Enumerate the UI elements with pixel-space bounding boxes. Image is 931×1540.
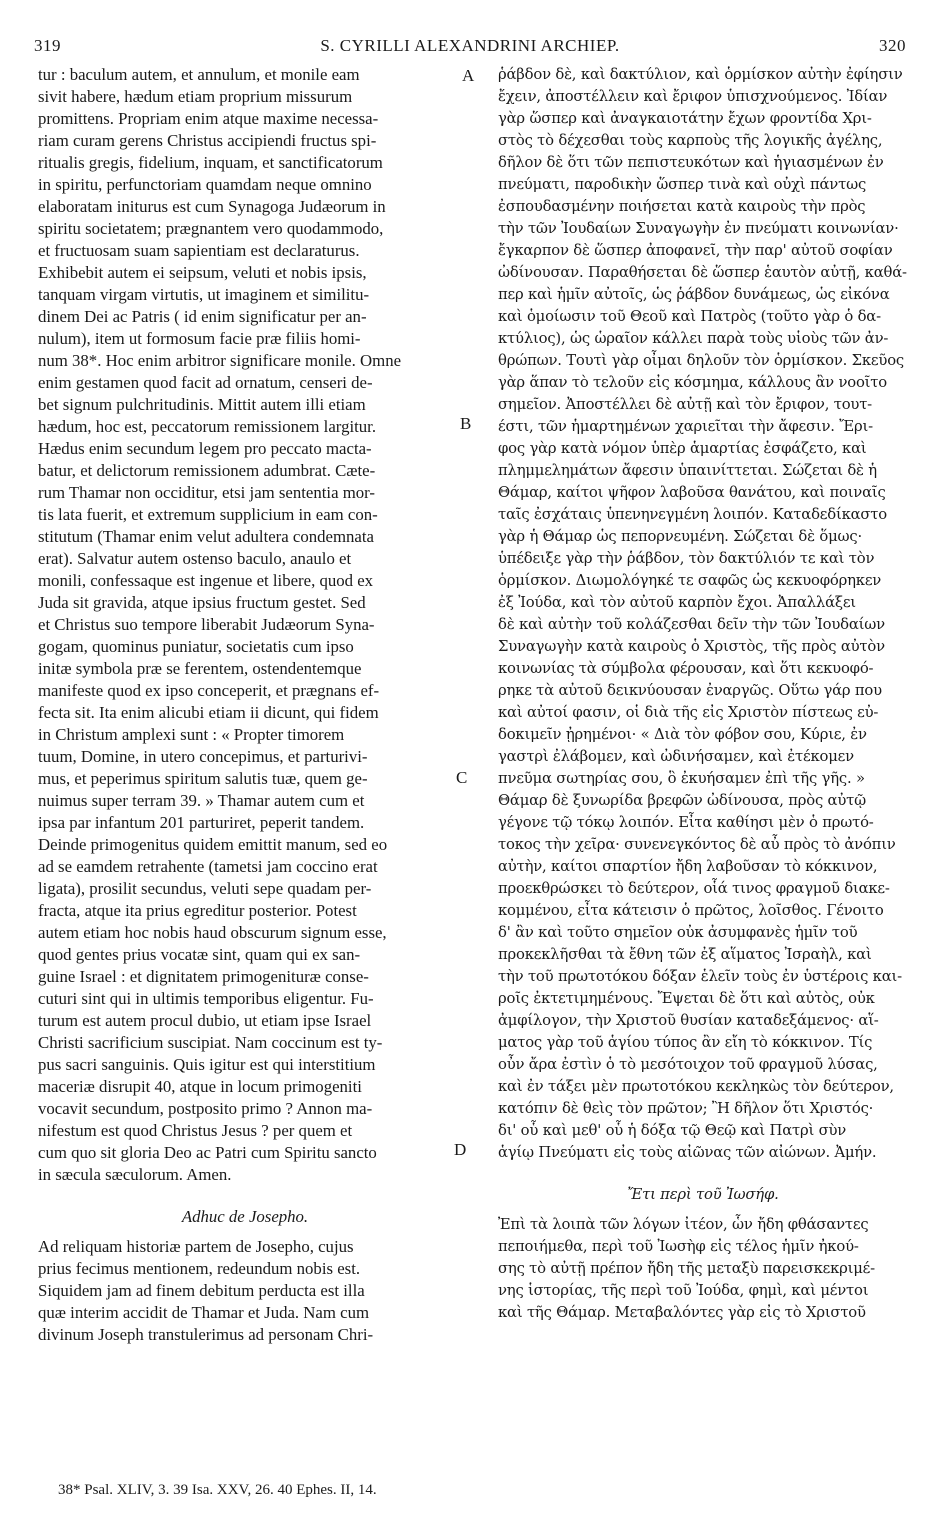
text-line: nifestum est quod Christus Jesus ? per quem et [38,1121,353,1140]
text-line: ροῖς ἐκτετιμημένους. Ἔψεται δὲ ὅτι καὶ αὐτὸς, οὐκ [498,990,875,1007]
text-line: γὰρ ἅπαν τὸ τελοῦν εἰς κόσμημα, κάλλους ἂν νοοῖτο [498,374,887,391]
text-line: Siquidem jam ad finem debitum perducta est illa [38,1281,365,1300]
text-line: ὁρμίσκον. Διωμολόγηκέ τε σαφῶς ὡς κεκυοφόρηκεν [498,572,882,589]
right-page-number: 320 [879,36,906,55]
section-spacer [498,1206,908,1214]
text-line: ἔχειν, ἀποστέλλειν καὶ ἔριφον ὑπισχνούμενος. Ἰδίαν [498,88,888,105]
section-title: Adhuc de Josepho. [181,1207,309,1226]
text-line: fracta, atque ita prius egreditur posterior. Potest [38,901,357,920]
text-line: cuturi sint qui in ultimis temporibus eligentur. Fu- [38,989,374,1008]
section-marker-b: B [460,414,472,433]
text-line: δῆλον δὲ ὅτι τῶν πεπιστευκότων καὶ ἡγιασμένων ἐν [498,154,884,171]
text-line: Deinde primogenitus quidem emittit manum, sed eo [38,835,388,854]
greek-column [498,64,908,1324]
text-line: ἐξ Ἰούδα, καὶ τὸν αὐτοῦ καρπὸν ἔχοι. Ἀπαλλάξει [498,594,856,611]
running-header [34,36,906,62]
text-line: πεποιήμεθα, περὶ τοῦ Ἰωσὴφ εἰς τέλος ἡμῖν ἠκού- [498,1238,859,1255]
text-line: nuimus super terram 39. » Thamar autem cum et [38,791,365,810]
text-line: Exhibebit autem ei seipsum, veluti et nobis ipsis, [38,263,367,282]
text-line: tuum, Domine, in utero concepimus, et parturivi- [38,747,368,766]
text-line: gogam, quominus puniatur, societatis cum ipso [38,637,354,656]
text-line: stitutum (Thamar enim velut adultera condemnata [38,527,374,546]
text-line: καὶ ἐν τάξει μὲν πρωτοτόκου κεκληκὼς τὸν δεύτερον, [498,1078,894,1095]
text-line: manifeste quod ex ipso conceperit, et prægnans ef- [38,681,380,700]
text-line: batur, et delictorum remissionem adumbrat. Cæte- [38,461,376,480]
text-line: Juda sit gravida, atque ipsius fructum gestet. Sed [38,593,366,612]
text-line: πνεύματι, παροδικὴν ὥσπερ τινὰ καὶ οὐχὶ πάντως [498,176,867,193]
text-line: Hædus enim secundum legem pro peccato macta- [38,439,372,458]
left-page-number: 319 [34,36,61,55]
text-line: tanquam virgam virtutis, ut imaginem et similitu- [38,285,370,304]
page-title: S. CYRILLI ALEXANDRINI ARCHIEP. [320,36,620,55]
section-marker-d: D [454,1140,467,1159]
text-line: ὑπέδειξε γὰρ τὴν ῥάβδον, τὸν δακτύλιόν τε καὶ τὸν [498,550,875,567]
text-line: promittens. Propriam enim atque maxime necessa- [38,109,379,128]
text-line: prius fecimus mentionem, redeundum nobis est. [38,1259,361,1278]
text-line: Θάμαρ δὲ ξυνωρίδα βρεφῶν ὠδίνουσα, πρὸς αὐτῷ [498,792,866,809]
text-line: in Christum amplexi sunt : « Propter timorem [38,725,345,744]
text-line: δι' οὗ καὶ μεθ' οὗ ἡ δόξα τῷ Θεῷ καὶ Πατρὶ σὺν [498,1122,847,1139]
text-line: initæ symbola præ se ferentem, ostendentemque [38,659,362,678]
text-line: tis lata fuerit, et extremum supplicium in eam con- [38,505,378,524]
text-line: αὐτὴν, καίτοι σπαρτίον ἤδη λαβοῦσαν τὸ κόκκινον, [498,858,878,875]
text-line: sivit habere, hædum etiam proprium missurum [38,87,353,106]
text-line: nulum), item ut formosum facie præ filiis homi- [38,329,361,348]
text-line: σης τὸ αὐτῇ πρέπον ἤδη τῆς μεταξὺ παρεισκεκριμέ- [498,1260,875,1277]
text-line: φος γὰρ κατὰ νόμον ὑπὲρ ἁμαρτίας ἐσφάζετο, καὶ [498,440,867,457]
text-line: θρώπων. Τουτὶ γὰρ οἶμαι δηλοῦν τὸν ὁρμίσκον. Σκεῦος [498,352,904,369]
text-line: enim gestamen quod facit ad ornatum, censeri de- [38,373,373,392]
text-line: pus sacri sanguinis. Quis igitur est qui interstitium [38,1055,376,1074]
latin-column [38,64,452,1346]
text-line: dinem Dei ac Patris ( id enim significatur per an- [38,307,367,326]
text-line: ρηκε τὰ αὐτοῦ δεικνύουσαν ἐναργῶς. Οὕτω γάρ που [498,682,882,699]
text-line: ματος γὰρ τοῦ ἁγίου τύπος ἂν εἴη τὸ κόκκινον. Τίς [498,1034,873,1051]
section-title: Ἔτι περὶ τοῦ Ἰωσήφ. [627,1186,779,1203]
text-line: γαστρὶ ἐλάβομεν, καὶ ὠδινήσαμεν, καὶ ἐτέκομεν [498,748,854,765]
text-line: καὶ αὐτοί φασιν, οἱ διὰ τῆς εἰς Χριστὸν πίστεως εὐ- [498,704,879,721]
section-marker-a: A [462,66,475,85]
text-line: ἐσπουδασμένην ποιήσεται κατὰ καιροὺς τὴν πρὸς [498,198,866,215]
text-line: οὖν ἄρα ἐστὶν ὁ τὸ μεσότοιχον τοῦ φραγμοῦ λύσας, [498,1056,878,1073]
text-line: ἀμφίλογον, τὴν Χριστοῦ θυσίαν καταδεξάμενος· αἵ- [498,1012,879,1029]
text-line: maceriæ disrupit 40, atque in locum primogeniti [38,1077,362,1096]
section-spacer [38,1186,452,1206]
text-line: monili, confessaque est ingenue et libere, quod ex [38,571,374,590]
text-line: ipsa par infantum 201 parturiret, peperit tandem. [38,813,365,832]
text-line: τοκος τὴν χεῖρα· συνενεγκόντος δὲ αὖ πρὸς τὸ ἀνόπιν [498,836,896,853]
text-line: Συναγωγὴν κατὰ καιροὺς ὁ Χριστὸς, τῆς πρὸς αὐτὸν [498,638,885,655]
text-line: autem etiam hoc nobis haud obscurum signum esse, [38,923,387,942]
text-line: τὴν τοῦ πρωτοτόκου δόξαν ἑλεῖν τοὺς ἐν ὑστέροις και- [498,968,902,985]
text-line: Christi sacrificium suscipiat. Nam coccinum est ty- [38,1033,383,1052]
section-spacer [498,1164,908,1184]
text-line: Ἐπὶ τὰ λοιπὰ τῶν λόγων ἰτέον, ὧν ἤδη φθάσαντες [498,1216,869,1233]
text-line: fecta sit. Ita enim alicubi etiam ii dicunt, qui fidem [38,703,379,722]
text-line: quod gentes prius vocatæ sint, quam qui ex san- [38,945,361,964]
text-line: τὴν τῶν Ἰουδαίων Συναγωγὴν ἐν πνεύματι κοινωνίαν· [498,220,899,237]
text-line: ad se eamdem retrahente (tametsi jam coccino erat [38,857,378,876]
text-line: κοινωνίας τὰ σύμβολα φέρουσαν, καὶ ὅτι κεκυοφό- [498,660,874,677]
text-line: καὶ τῆς Θάμαρ. Μεταβαλόντες γὰρ εἰς τὸ Χριστοῦ [498,1304,866,1321]
text-line: num 38*. Hoc enim arbitror significare monile. Omne [38,351,402,370]
text-line: προεκθρώσκει τὸ δεύτερον, οἷά τινος φραγμοῦ διακε- [498,880,890,897]
text-line: προκεκλῆσθαι τὰ ἔθνη τῶν ἐξ αἵματος Ἰσραὴλ, καὶ [498,946,872,963]
text-line: ligata), prosilit secundus, veluti sepe quadam per- [38,879,372,898]
text-line: δὲ καὶ αὐτὴν τοῦ κολάζεσθαι δεῖν τὴν τῶν Ἰουδαίων [498,616,885,633]
text-line: elaboratam initurus est cum Synagoga Judæorum in [38,197,386,216]
text-line: Ad reliquam historiæ partem de Josepho, cujus [38,1237,354,1256]
text-line: έστι, τῶν ἡμαρτημένων χαριεῖται τὴν ἄφεσιν. Ἔρι- [498,418,873,435]
text-line: ῥάβδον δὲ, καὶ δακτύλιον, καὶ ὁρμίσκον αὐτὴν ἐφίησιν [498,66,903,83]
text-line: ritualis gregis, fidelium, inquam, et sanctificatorum [38,153,383,172]
section-spacer [38,1228,452,1236]
text-line: ἔγκαρπον δὲ ὥσπερ ἀποφανεῖ, τὴν παρ' αὐτοῦ σοφίαν [498,242,893,259]
text-line: νης ἱστορίας, τῆς περὶ τοῦ Ἰούδα, φημὶ, καὶ μέντοι [498,1282,869,1299]
text-line: καὶ ὁμοίωσιν τοῦ Θεοῦ καὶ Πατρὸς (τοῦτο γὰρ ὁ δα- [498,308,881,325]
text-line: δοκιμεῖν ᾐρημένοι· « Διὰ τὸν φόβον σου, Κύριε, ἐν [498,726,867,743]
text-line: tur : baculum autem, et annulum, et monile eam [38,65,360,84]
text-line: γέγονε τῷ τόκῳ λοιπόν. Εἶτα καθίησι μὲν ὁ πρωτό- [498,814,874,831]
footnotes: 38* Psal. XLIV, 3. 39 Isa. XXV, 26. 40 Ephes. II, 14. [58,1482,377,1498]
text-line: ταῖς ἐσχάταις ὑπενηνεγμένη λοιπόν. Καταδεδίκαστο [498,506,888,523]
text-line: δ' ἂν καὶ τοῦτο σημεῖον οὐκ ἀσυμφανὲς ἡμῖν τοῦ [498,924,858,941]
text-line: ὠδίνουσαν. Παραθήσεται δὲ ὥσπερ ἑαυτὸν αὐτῇ, καθά- [498,264,907,281]
text-line: γὰρ ὥσπερ καὶ ἀναγκαιοτάτην ἔχων φροντίδα Χρι- [498,110,872,127]
text-line: et Christus suo tempore liberabit Judæorum Syna- [38,615,375,634]
text-line: ἁγίῳ Πνεύματι εἰς τοὺς αἰῶνας τῶν αἰώνων. Ἀμήν. [498,1144,877,1161]
text-line: γὰρ ἡ Θάμαρ ὡς πεπορνευμένη. Σώζεται δὲ ὅμως· [498,528,862,545]
text-line: erat). Salvatur autem ostenso baculo, anaulo et [38,549,352,568]
text-line: et fructuosam suam sapientiam est declaraturus. [38,241,360,260]
text-line: κτύλιος), ὡς ὡραῖον κάλλει παρὰ τοὺς υἱοὺς τῶν ἀν- [498,330,889,347]
text-line: πνεῦμα σωτηρίας σου, ὃ ἐκυήσαμεν ἐπὶ τῆς γῆς. » [498,770,865,787]
text-line: κατόπιν δὲ θεὶς τὸν πρῶτον; Ἢ δῆλον ὅτι Χριστός· [498,1100,874,1117]
text-line: spiritu societatem; prægnantem vero quodammodo, [38,219,384,238]
text-line: guine Israel : et dignitatem primogenituræ conse- [38,967,369,986]
text-line: κομμένου, εἶτα κάτεισιν ὁ πρῶτος, λοῖσθος. Γένοιτο [498,902,884,919]
text-line: hædum, hoc est, peccatorum remissionem largitur. [38,417,377,436]
text-line: σημεῖον. Ἀποστέλλει δὲ αὐτῇ καὶ τὸν ἔριφον, τουτ- [498,396,872,413]
text-line: vocavit secundum, postposito primo ? Annon ma- [38,1099,373,1118]
text-line: turum est autem procul dubio, ut etiam ipse Israel [38,1011,372,1030]
text-line: πλημμελημάτων ἄφεσιν ὑπαινίττεται. Σώζεται δὲ ἡ [498,462,877,479]
text-line: περ καὶ ἡμῖν αὐτοῖς, ὡς ῥάβδον δυνάμεως, ὡς εἰκόνα [498,286,890,303]
text-line: in sæcula sæculorum. Amen. [38,1165,232,1184]
text-line: divinum Joseph transtulerimus ad personam Chri- [38,1325,374,1344]
text-line: riam curam gerens Christus accipiendi fructus spi- [38,131,377,150]
text-line: mus, et peperimus spiritum salutis tuæ, quem ge- [38,769,368,788]
section-marker-c: C [456,768,468,787]
text-line: quæ interim accidit de Thamar et Juda. Nam cum [38,1303,370,1322]
text-line: in spiritu, perfunctoriam quamdam neque omnino [38,175,372,194]
text-line: cum quo sit gloria Deo ac Patri cum Spiritu sancto [38,1143,377,1162]
text-line: rum Thamar non occiditur, etsi jam sententia mor- [38,483,376,502]
text-line: στὸς τὸ δέχεσθαι τοὺς καρποὺς τῆς λογικῆς ἀγέλης, [498,132,883,149]
text-line: bet signum pulchritudinis. Mittit autem illi etiam [38,395,366,414]
text-line: Θάμαρ, καίτοι ψῆφον λαβοῦσα θανάτου, καὶ ποιναῖς [498,484,886,501]
